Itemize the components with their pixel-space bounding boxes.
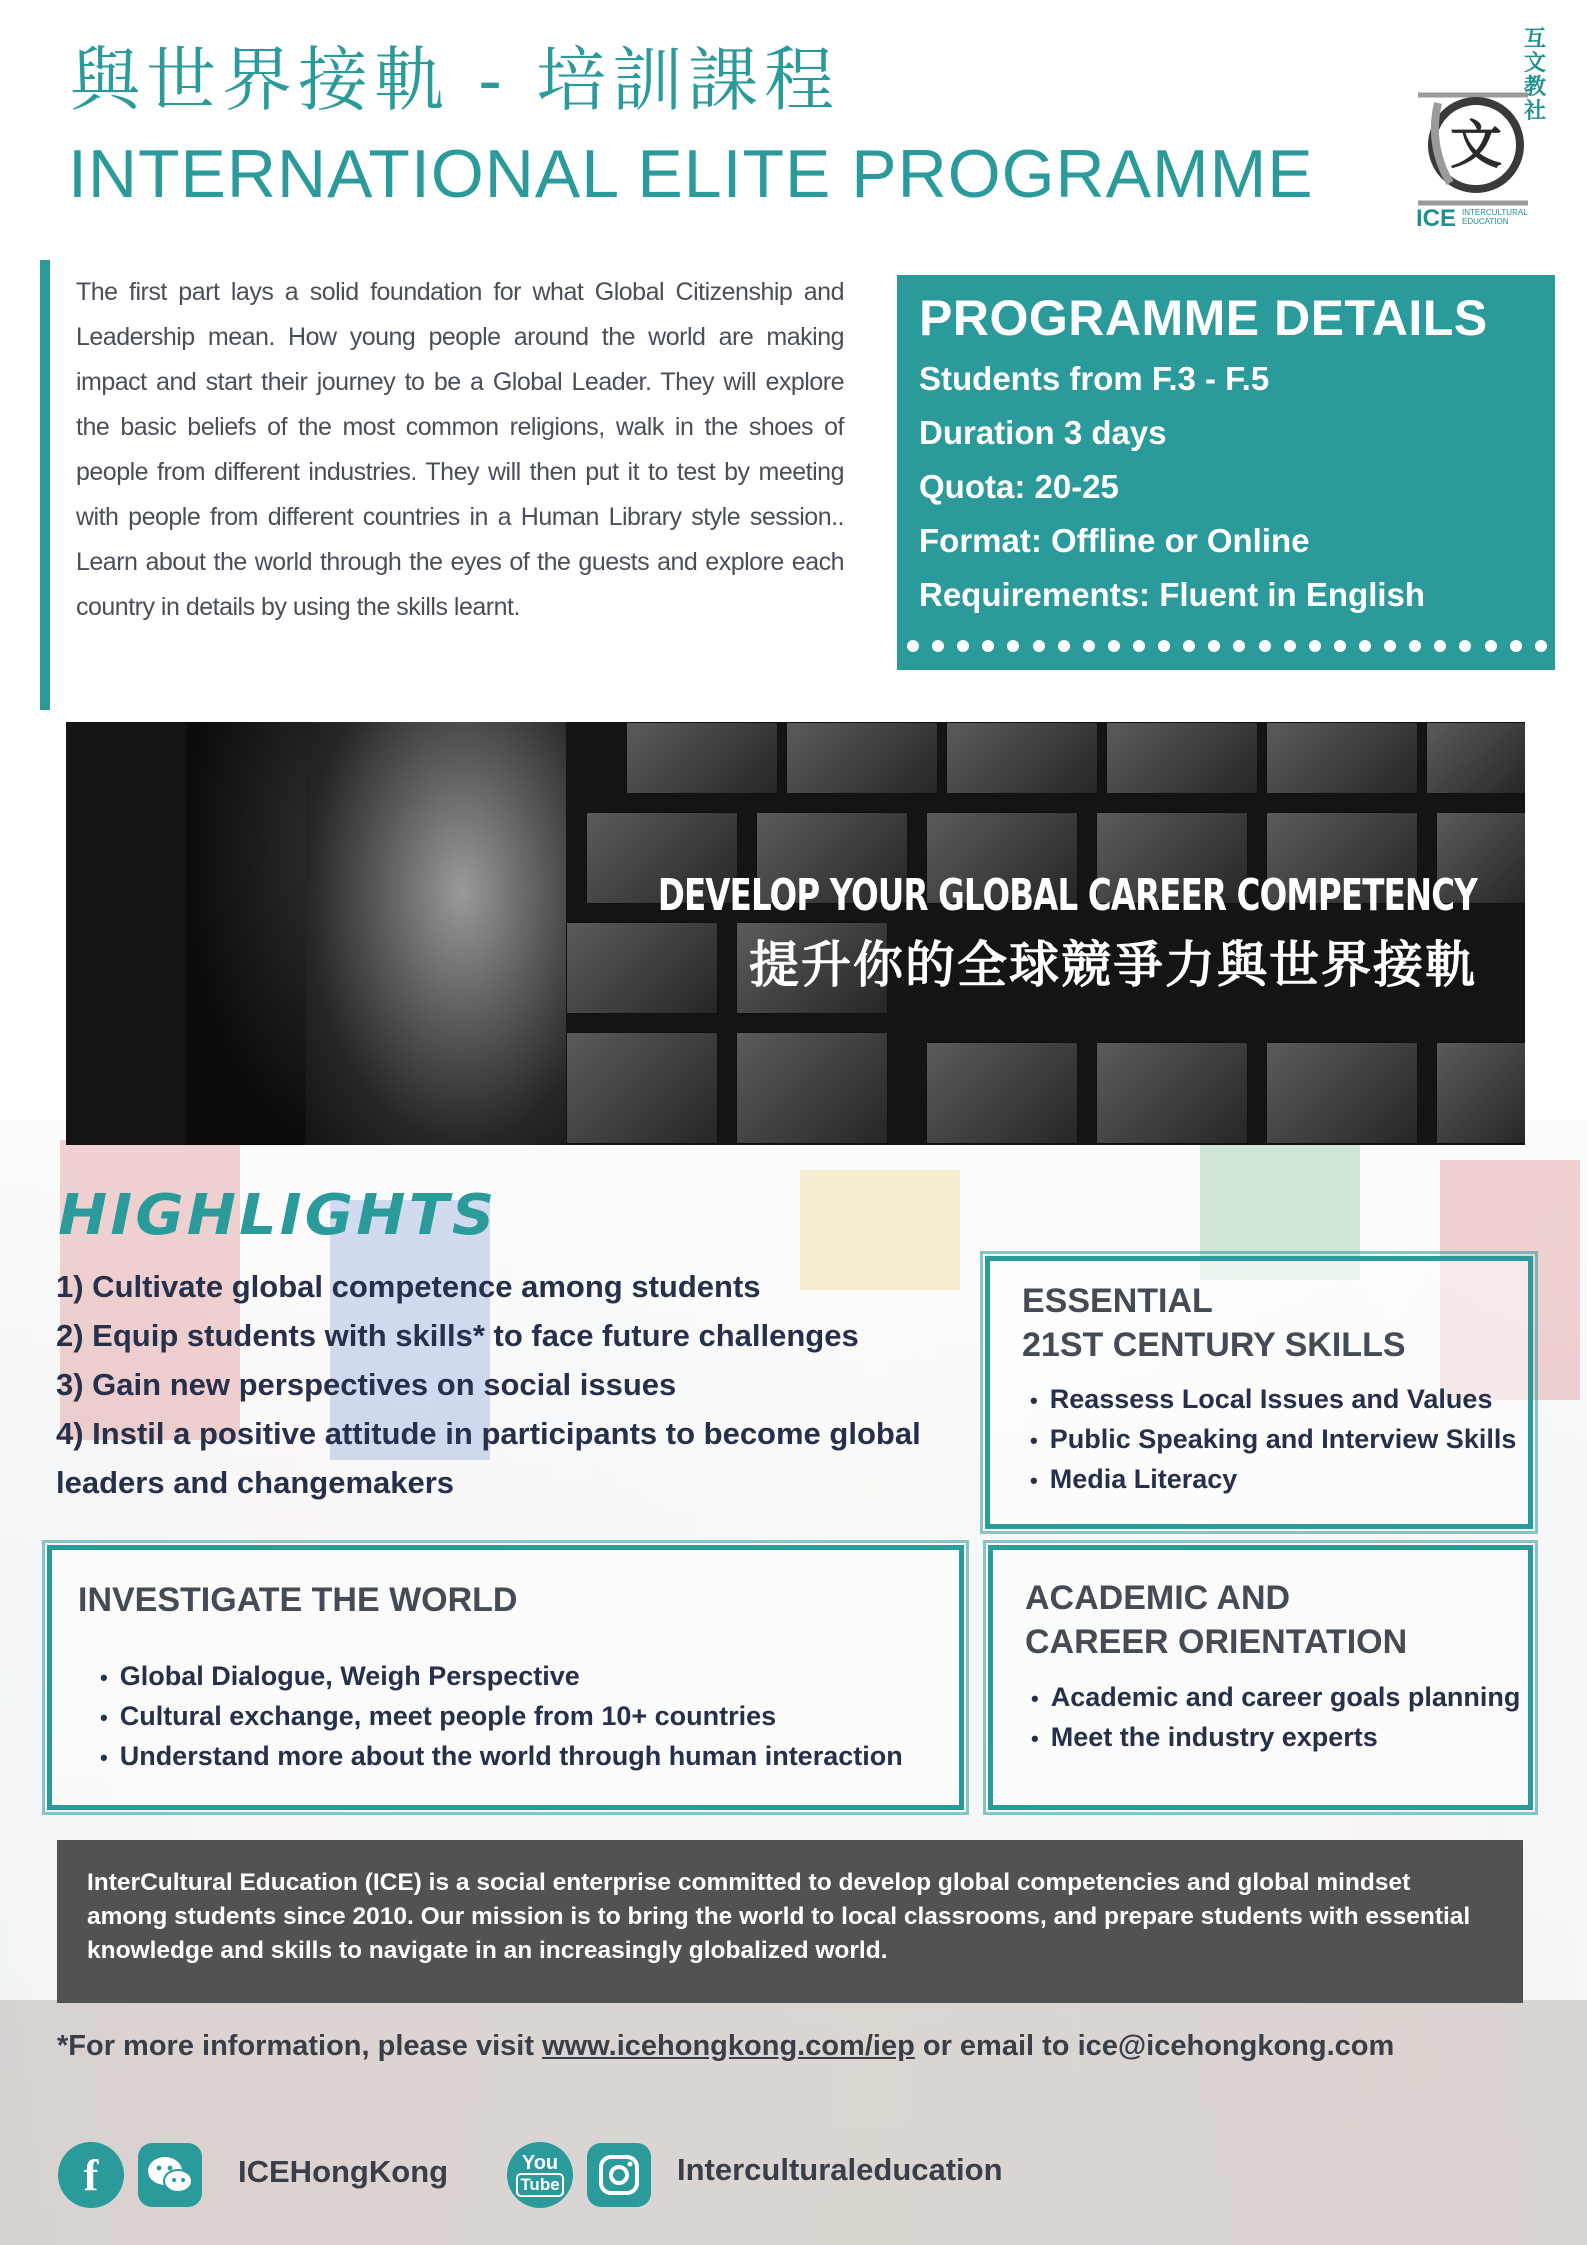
academic-title-line2: CAREER ORIENTATION: [1025, 1623, 1408, 1661]
svg-text:文: 文: [1449, 116, 1503, 176]
skills-item: • Reassess Local Issues and Values: [1030, 1380, 1516, 1420]
about-text: InterCultural Education (ICE) is a social enterprise committed to develop global competencies and global mindset among students since 2010. Our mission is to bring the world to local classrooms, and prepare students with essential knowledge and skills to navigate in an increasingly globalized world.: [87, 1869, 1471, 1964]
investigate-box: [47, 1545, 964, 1810]
details-row: Format: Offline or Online: [919, 522, 1310, 559]
logo-subtitle: INTERCULTURAL EDUCATION: [1462, 208, 1528, 226]
investigate-title: INVESTIGATE THE WORLD: [78, 1581, 518, 1619]
page-title-chinese: 與世界接軌 - 培訓課程: [70, 39, 841, 121]
social-handle[interactable]: ICEHongKong: [238, 2154, 449, 2189]
wechat-icon[interactable]: [138, 2143, 202, 2207]
dotted-divider: [907, 640, 1547, 652]
social-bar: [0, 2140, 1587, 2210]
intro-paragraph: The first part lays a solid foundation for what Global Citizenship and Leadership mean. How young people around the world are making impact and start their journey to be a Global Leader. They will explore the basic beliefs of the most common religions, walk in the shoes of people from different industries. They will then put it to test by meeting with people from different countries in a Human Library style session.. Learn about the world through the eyes of the guests and explore each country in details by using the skills learnt.: [76, 278, 844, 621]
highlight-item: 4) Instil a positive attitude in participants to become global leaders and changemakers: [56, 1416, 921, 1500]
skills-title-line2: 21ST CENTURY SKILLS: [1022, 1326, 1406, 1364]
investigate-item: • Cultural exchange, meet people from 10+ countries: [100, 1697, 903, 1737]
skills-item: • Public Speaking and Interview Skills: [1030, 1420, 1516, 1460]
academic-item: • Academic and career goals planning: [1031, 1678, 1520, 1718]
website-link[interactable]: www.icehongkong.com/iep: [542, 2030, 915, 2062]
investigate-item: • Understand more about the world through human interaction: [100, 1737, 903, 1777]
ice-logo: [1410, 28, 1550, 233]
programme-details-panel: [897, 275, 1555, 670]
skills-box: [985, 1256, 1533, 1529]
social-handle[interactable]: Interculturaleducation: [677, 2152, 1003, 2187]
details-row: Students from F.3 - F.5: [919, 360, 1270, 397]
more-info-suffix: or email to ice@icehongkong.com: [914, 2030, 1395, 2062]
portrait: [306, 722, 566, 1145]
details-row: Requirements: Fluent in English: [919, 576, 1426, 613]
banner-image: [66, 722, 1525, 1145]
banner-headline-chinese: 提升你的全球競爭力與世界接軌: [749, 936, 1477, 994]
investigate-list: [100, 1657, 903, 1777]
logo-chinese-text: 互文教社: [1523, 27, 1546, 124]
skills-title-line1: ESSENTIAL: [1022, 1282, 1213, 1320]
skills-list: [1030, 1380, 1516, 1500]
about-panel: [57, 1840, 1523, 2003]
highlights-heading: HIGHLIGHTS: [58, 1183, 498, 1248]
academic-title-line1: ACADEMIC AND: [1025, 1579, 1291, 1617]
details-row: Duration 3 days: [919, 414, 1167, 451]
youtube-label-top: You: [521, 2152, 559, 2174]
instagram-icon[interactable]: [587, 2143, 651, 2207]
banner-headline: DEVELOP YOUR GLOBAL CAREER COMPETENCY: [657, 870, 1477, 921]
highlight-item: 3) Gain new perspectives on social issues: [56, 1367, 677, 1402]
highlight-item: 1) Cultivate global competence among students: [56, 1269, 761, 1304]
highlights-list: [56, 1262, 956, 1507]
more-info-line: [57, 2030, 1394, 2063]
academic-box: [988, 1545, 1533, 1810]
details-title: PROGRAMME DETAILS: [919, 290, 1488, 346]
more-info-prefix: *For more information, please visit: [57, 2030, 543, 2062]
skills-item: • Media Literacy: [1030, 1460, 1516, 1500]
academic-item: • Meet the industry experts: [1031, 1718, 1520, 1758]
logo-emblem-icon: [1418, 83, 1528, 223]
investigate-item: • Global Dialogue, Weigh Perspective: [100, 1657, 903, 1697]
facebook-icon[interactable]: f: [58, 2142, 124, 2208]
intro-accent-bar: [40, 260, 50, 710]
highlight-item: 2) Equip students with skills* to face future challenges: [56, 1318, 859, 1353]
academic-list: [1031, 1678, 1520, 1758]
page-title: INTERNATIONAL ELITE PROGRAMME: [68, 136, 1314, 212]
logo-abbr: ICE: [1416, 205, 1457, 232]
details-row: Quota: 20-25: [919, 468, 1119, 505]
youtube-icon[interactable]: [507, 2142, 573, 2208]
youtube-label-bottom: Tube: [516, 2173, 563, 2197]
